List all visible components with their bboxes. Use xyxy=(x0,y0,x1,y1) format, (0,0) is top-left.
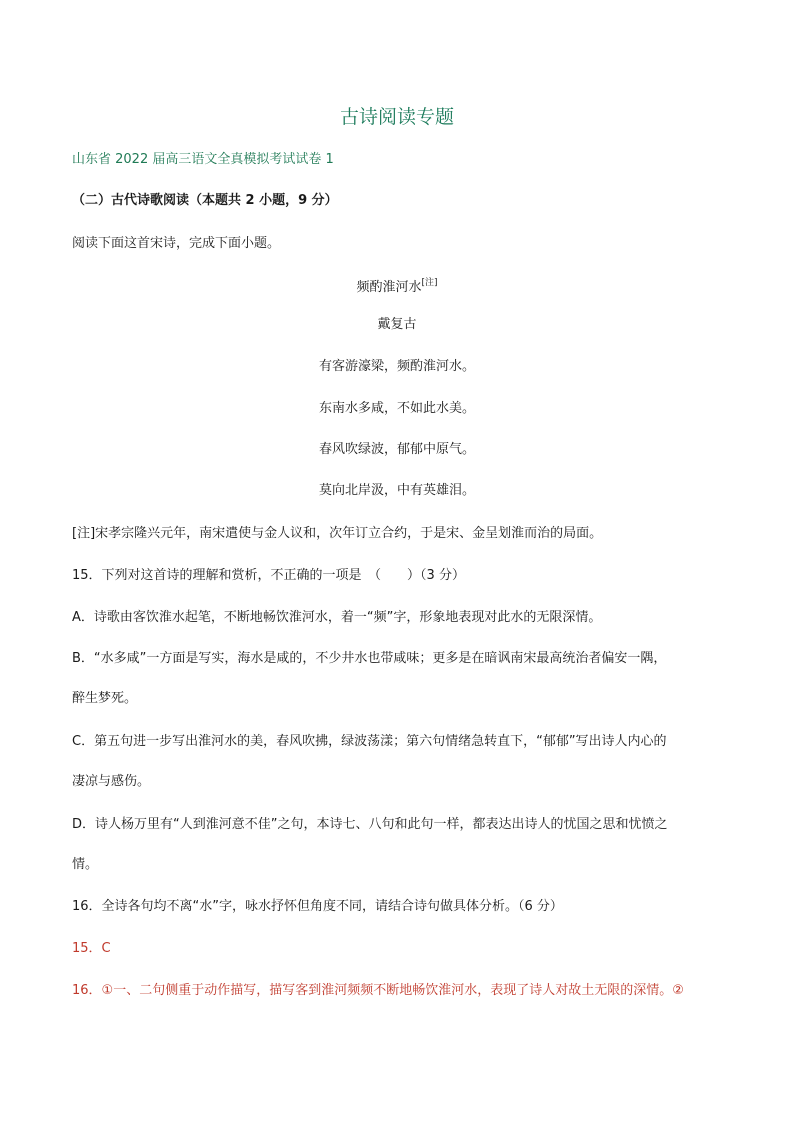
source-line: 山东省 2022 届高三语文全真模拟考试试卷 1 xyxy=(72,152,334,167)
poem-line-3: 春风吹绿波，郁郁中原气。 xyxy=(318,442,475,457)
option-b-line2: 醉生梦死。 xyxy=(72,691,138,706)
poem-title: 频酌淮河水 xyxy=(356,280,422,295)
section-heading: （二）古代诗歌阅读（本题共 2 小题，9 分） xyxy=(72,193,338,208)
instruction: 阅读下面这首宋诗，完成下面小题。 xyxy=(72,236,281,251)
poem-line-2: 东南水多咸，不如此水美。 xyxy=(318,401,475,416)
question-15-stem: 15．下列对这首诗的理解和赏析，不正确的一项是 （ ）（3 分） xyxy=(72,568,465,583)
option-c-line1: C．第五句进一步写出淮河水的美，春风吹拂，绿波荡漾；第六句情绪急转直下，“郁郁”写出诗人内心的 xyxy=(72,734,667,749)
poem-title-line xyxy=(0,274,794,297)
note-marker: [注] xyxy=(421,278,438,288)
option-a: A．诗歌由客饮淮水起笔，不断地畅饮淮河水，着一“频”字，形象地表现对此水的无限深情。 xyxy=(72,610,602,625)
question-16-stem: 16．全诗各句均不离“水”字，咏水抒怀但角度不同，请结合诗句做具体分析。（6 分） xyxy=(72,899,563,914)
page-title: 古诗阅读专题 xyxy=(339,106,454,128)
option-d-line1: D．诗人杨万里有“人到淮河意不佳”之句，本诗七、八句和此句一样，都表达出诗人的忧国之思和忧愤之 xyxy=(72,817,668,832)
poem-line-1: 有客游濠梁，频酌淮河水。 xyxy=(318,359,475,374)
poem-line-4: 莫向北岸汲，中有英雄泪。 xyxy=(318,483,475,498)
poem-author: 戴复古 xyxy=(377,317,417,332)
answer-16: 16．①一、二句侧重于动作描写，描写客到淮河频频不断地畅饮淮河水，表现了诗人对故土无限的深情。② xyxy=(72,983,684,998)
poem-note: [注]宋孝宗隆兴元年，南宋遣使与金人议和，次年订立合约，于是宋、金呈划淮而治的局面。 xyxy=(72,526,603,541)
option-d-line2: 情。 xyxy=(72,857,99,872)
answer-15: 15．C xyxy=(72,941,111,956)
option-c-line2: 凄凉与感伤。 xyxy=(72,774,151,789)
option-b-line1: B．“水多咸”一方面是写实，海水是咸的，不少井水也带咸味；更多是在暗讽南宋最高统治者偏安一隅， xyxy=(72,651,667,666)
